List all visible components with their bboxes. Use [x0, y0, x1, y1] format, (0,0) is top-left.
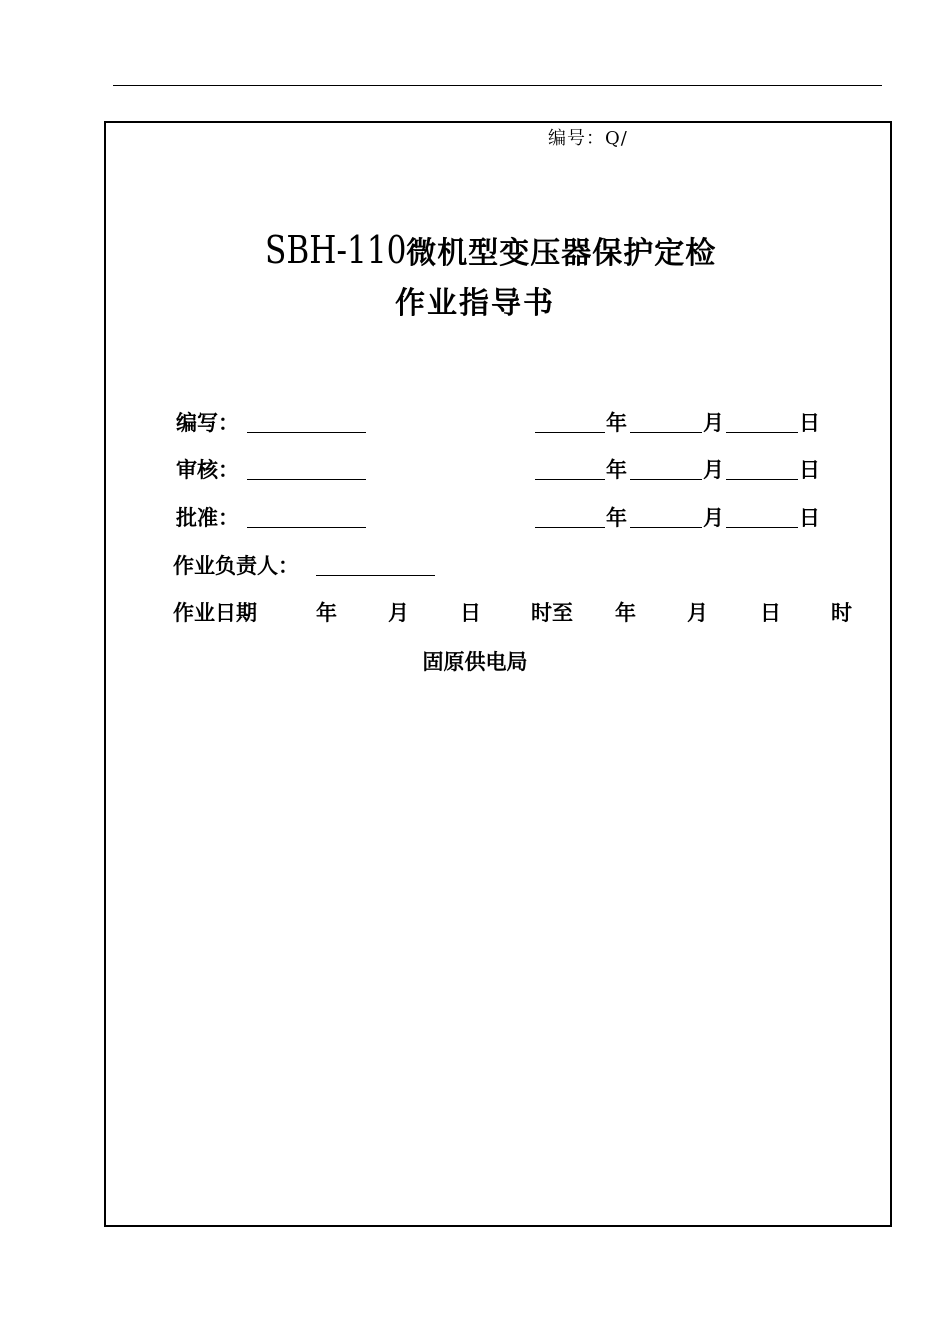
signature-blank[interactable] [247, 479, 366, 480]
period-year-2: 年 [615, 601, 636, 625]
period-month: 月 [388, 601, 409, 625]
month-blank[interactable] [630, 432, 702, 433]
period-hour: 时 [831, 601, 852, 625]
day-blank[interactable] [726, 479, 798, 480]
year-blank[interactable] [535, 432, 605, 433]
year-blank[interactable] [535, 527, 605, 528]
document-number: 编号：Q/ [548, 128, 628, 149]
sign-row-approve [0, 502, 950, 532]
day-unit: 日 [799, 411, 820, 435]
month-unit: 月 [703, 506, 724, 530]
period-hour-to: 时至 [531, 601, 573, 625]
sign-row-compile [0, 407, 950, 437]
period-day: 日 [460, 601, 481, 625]
responsible-blank[interactable] [316, 575, 435, 576]
year-unit: 年 [606, 506, 627, 530]
title-text: 微机型变压器保护定检 [406, 236, 717, 271]
sign-row-review [0, 454, 950, 484]
sign-label: 编写： [176, 411, 239, 435]
responsible-row [0, 550, 950, 580]
day-unit: 日 [799, 506, 820, 530]
signature-blank[interactable] [247, 432, 366, 433]
responsible-label: 作业负责人： [173, 554, 299, 578]
period-label: 作业日期 [173, 601, 257, 625]
month-blank[interactable] [630, 527, 702, 528]
year-blank[interactable] [535, 479, 605, 480]
month-blank[interactable] [630, 479, 702, 480]
organization-name: 固原供电局 [422, 650, 528, 674]
period-day-2: 日 [760, 601, 781, 625]
month-unit: 月 [703, 411, 724, 435]
signature-blank[interactable] [247, 527, 366, 528]
sign-label: 批准： [176, 506, 239, 530]
header-rule [113, 85, 882, 86]
title-line-2: 作业指导书 [395, 286, 555, 321]
year-unit: 年 [606, 458, 627, 482]
month-unit: 月 [703, 458, 724, 482]
day-unit: 日 [799, 458, 820, 482]
title-line-1 [0, 228, 950, 272]
period-month-2: 月 [687, 601, 708, 625]
sign-label: 审核： [176, 458, 239, 482]
day-blank[interactable] [726, 527, 798, 528]
title-code: SBH-110 [264, 228, 407, 272]
day-blank[interactable] [726, 432, 798, 433]
period-year: 年 [316, 601, 337, 625]
year-unit: 年 [606, 411, 627, 435]
